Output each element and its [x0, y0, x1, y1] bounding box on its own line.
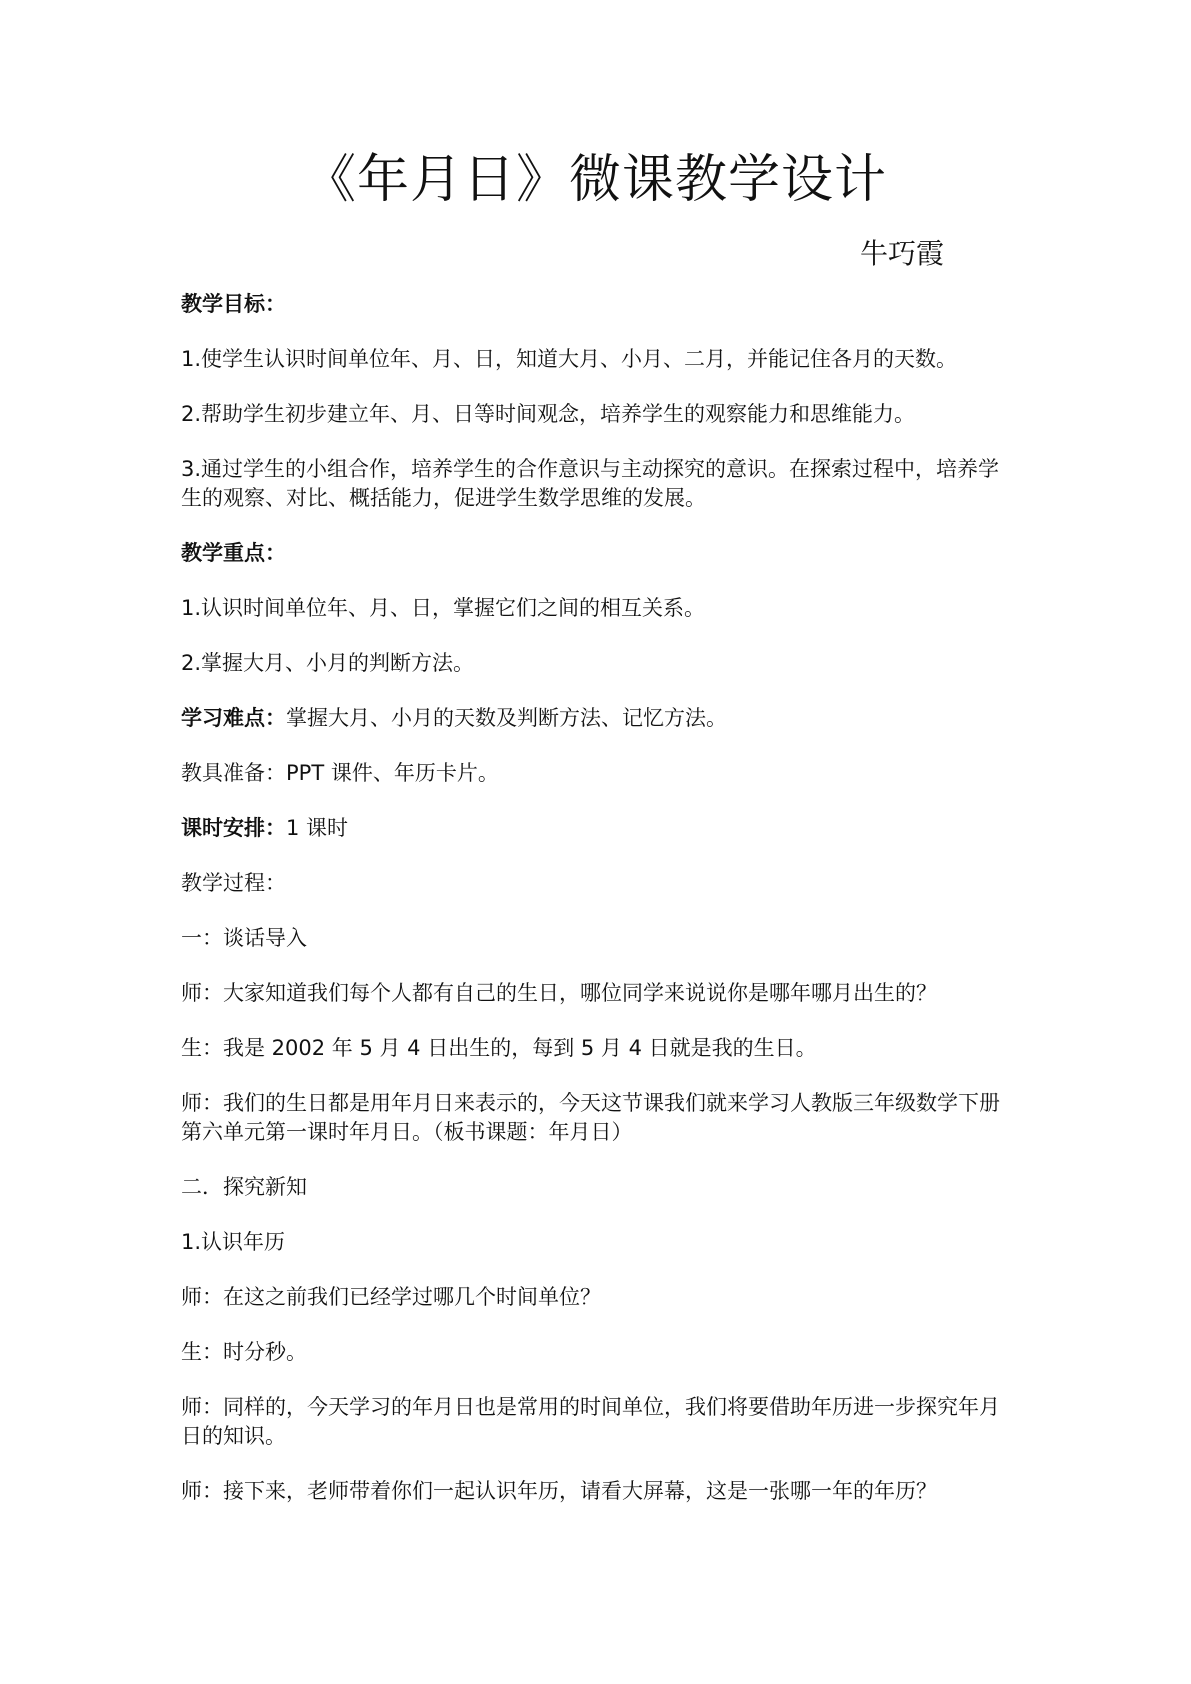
objective-item: 2.帮助学生初步建立年、月、日等时间观念，培养学生的观察能力和思维能力。: [181, 402, 916, 426]
objectives-heading: 教学目标：: [181, 292, 286, 316]
process-paragraph: 师：我们的生日都是用年月日来表示的，今天这节课我们就来学习人教版三年级数学下册第六单元第一课时年月日。（板书课题：年月日）: [181, 1091, 1000, 1144]
process-paragraph: 师：接下来，老师带着你们一起认识年历，请看大屏幕，这是一张哪一年的年历？: [181, 1479, 937, 1503]
schedule-label: 课时安排：: [181, 816, 286, 840]
process-paragraph: 一：谈话导入: [181, 926, 307, 950]
materials-paragraph: 教具准备：PPT 课件、年历卡片。: [181, 761, 499, 785]
key-point-item: 1.认识时间单位年、月、日，掌握它们之间的相互关系。: [181, 596, 706, 620]
process-paragraph: 师：同样的，今天学习的年月日也是常用的时间单位，我们将要借助年历进一步探究年月日的知识。: [181, 1395, 1000, 1448]
objective-item: 1.使学生认识时间单位年、月、日，知道大月、小月、二月，并能记住各月的天数。: [181, 347, 958, 371]
process-paragraph: 师：在这之前我们已经学过哪几个时间单位？: [181, 1285, 601, 1309]
document-title: 《年月日》微课教学设计: [303, 150, 887, 210]
process-paragraph: 师：大家知道我们每个人都有自己的生日，哪位同学来说说你是哪年哪月出生的？: [181, 981, 937, 1005]
key-point-item: 2.掌握大月、小月的判断方法。: [181, 651, 475, 675]
schedule-paragraph: [181, 814, 1011, 843]
author-name: 牛巧霞: [860, 237, 945, 270]
process-paragraph: 生：时分秒。: [181, 1340, 307, 1364]
process-paragraph: 二．探究新知: [181, 1175, 307, 1199]
difficulty-text: 掌握大月、小月的天数及判断方法、记忆方法。: [286, 706, 727, 730]
document-body: [181, 290, 1011, 1532]
process-paragraph: 1.认识年历: [181, 1230, 286, 1254]
schedule-text: 1 课时: [286, 816, 349, 840]
process-paragraph: 生：我是 2002 年 5 月 4 日出生的，每到 5 月 4 日就是我的生日。: [181, 1036, 817, 1060]
difficulty-paragraph: [181, 704, 1011, 733]
objective-item: 3.通过学生的小组合作，培养学生的合作意识与主动探究的意识。在探索过程中，培养学生的观察、对比、概括能力，促进学生数学思维的发展。: [181, 457, 1000, 510]
difficulty-label: 学习难点：: [181, 706, 286, 730]
process-heading: 教学过程：: [181, 871, 286, 895]
key-points-heading: 教学重点：: [181, 541, 286, 565]
